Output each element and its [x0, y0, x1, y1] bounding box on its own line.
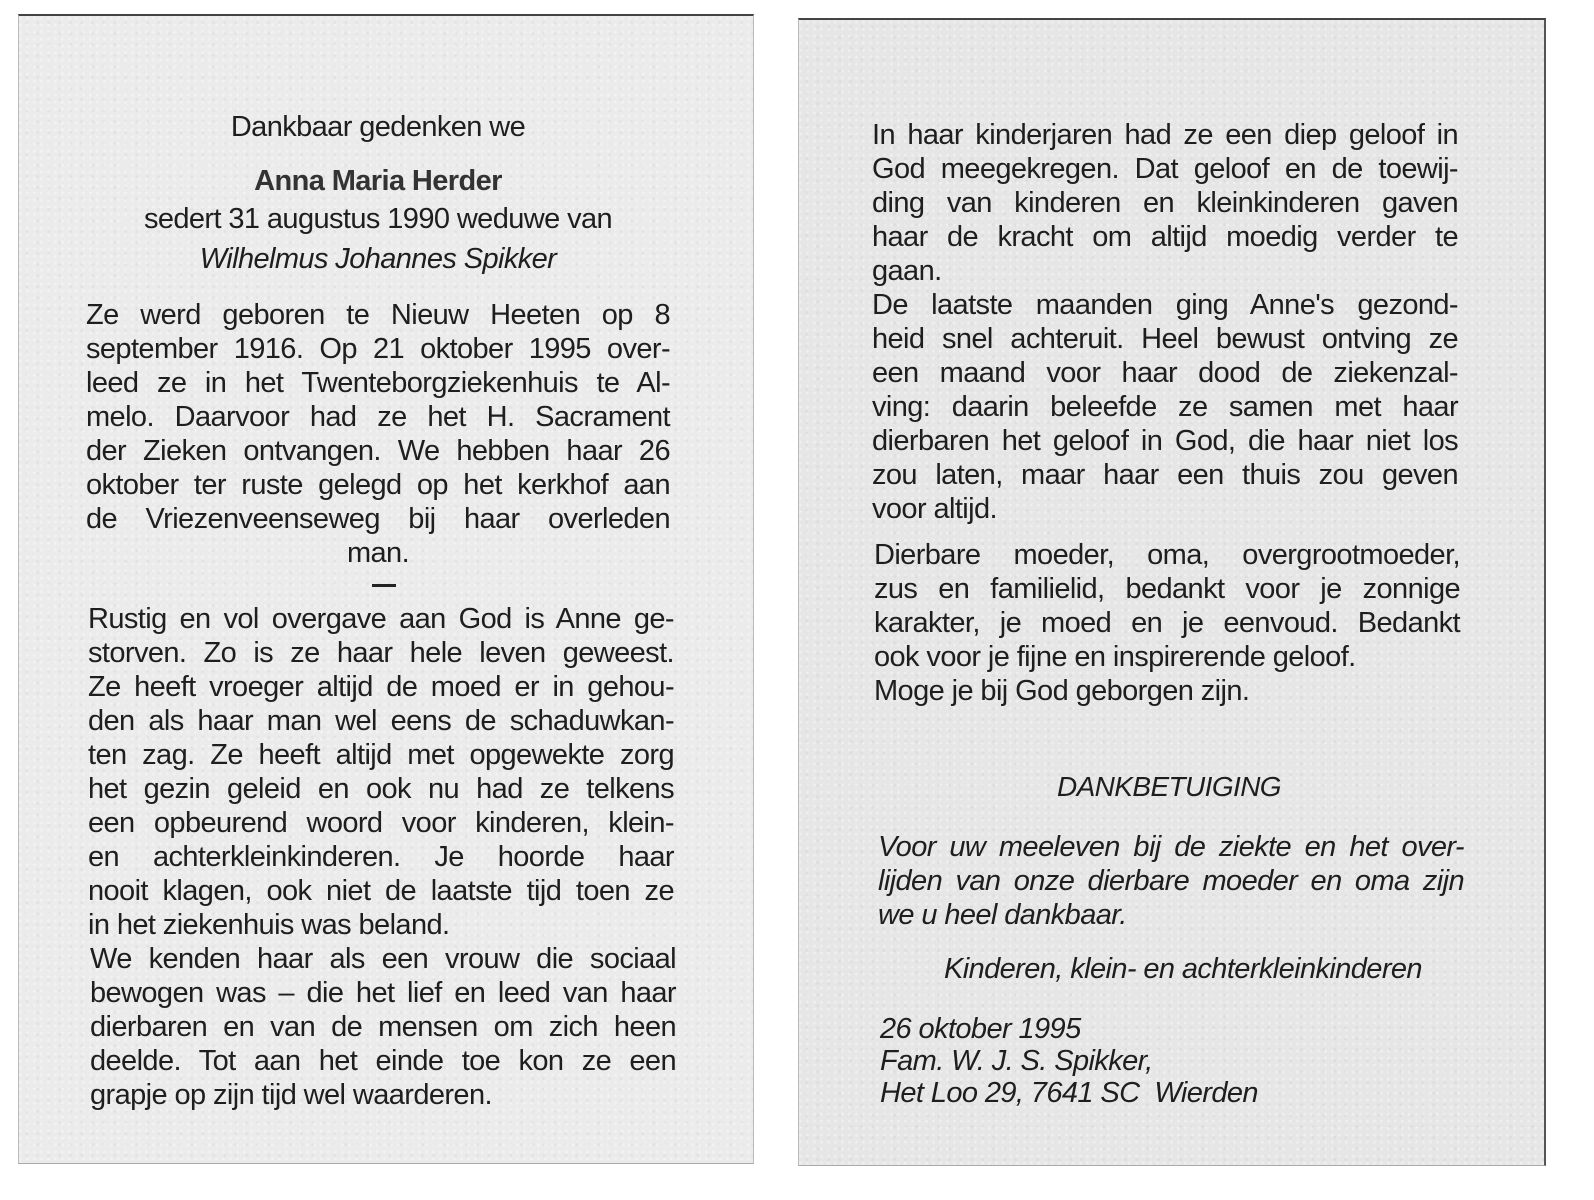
memory-line: deelde. Tot aan het einde toe kon ze een	[90, 1045, 676, 1077]
bio-line: september 1916. Op 21 oktober 1995 over-	[86, 333, 670, 365]
faith-line: zou laten, maar haar een thuis zou geven	[872, 459, 1458, 491]
faith-line: In haar kinderjaren had ze een diep geloof in	[872, 119, 1458, 151]
bio-line: Ze werd geboren te Nieuw Heeten op 8	[86, 299, 670, 331]
faith-line: ding van kinderen en kleinkinderen gaven	[872, 187, 1458, 219]
bio-line: der Zieken ontvangen. We hebben haar 26	[86, 435, 670, 467]
thanks-line: Voor uw meeleven bij de ziekte en het over-	[878, 831, 1464, 863]
heading: Dankbaar gedenken we	[230, 111, 526, 143]
farewell-line: Moge je bij God geborgen zijn.	[874, 675, 1250, 707]
memory-line: den als haar man wel eens de schaduwkan-	[88, 705, 674, 737]
farewell-line: karakter, je moed en je eenvoud. Bedankt	[874, 607, 1460, 639]
faith-line: haar de kracht om altijd moedig verder te	[872, 221, 1458, 253]
thanks-line: lijden van onze dierbare moeder en oma zijn	[878, 865, 1464, 897]
memory-line: Ze heeft vroeger altijd de moed er in gehou-	[88, 671, 674, 703]
date-line: 26 oktober 1995	[880, 1013, 1081, 1045]
memory-line: grapje op zijn tijd wel waarderen.	[90, 1079, 492, 1111]
faith-line: een maand voor haar dood de ziekenzal-	[872, 357, 1458, 389]
bio-line: man.	[346, 537, 410, 569]
memory-line: een opbeurend woord voor kinderen, klein-	[88, 807, 674, 839]
bio-line: de Vriezenveenseweg bij haar overleden	[86, 503, 670, 535]
memory-line: en achterkleinkinderen. Je hoorde haar	[88, 841, 674, 873]
memory-line: Rustig en vol overgave aan God is Anne ge-	[88, 603, 674, 635]
memory-line: dierbaren en van de mensen om zich heen	[90, 1011, 676, 1043]
bio-line: melo. Daarvoor had ze het H. Sacrament	[86, 401, 670, 433]
memory-line: We kenden haar als een vrouw die sociaal	[90, 943, 676, 975]
thanks-line: we u heel dankbaar.	[878, 899, 1127, 931]
memory-line: in het ziekenhuis was beland.	[88, 909, 450, 941]
memory-line: bewogen was – die het lief en leed van haar	[90, 977, 676, 1009]
memory-line: nooit klagen, ook niet de laatste tijd toen ze	[88, 875, 674, 907]
memory-line: ten zag. Ze heeft altijd met opgewekte zorg	[88, 739, 674, 771]
widow-line: sedert 31 augustus 1990 weduwe van	[143, 203, 613, 235]
bio-line: leed ze in het Twenteborgziekenhuis te Al-	[86, 367, 670, 399]
faith-line: dierbaren het geloof in God, die haar niet los	[872, 425, 1458, 457]
faith-line: De laatste maanden ging Anne's gezond-	[872, 289, 1458, 321]
address-line: Het Loo 29, 7641 SC Wierden	[880, 1077, 1258, 1109]
signed-by: Kinderen, klein- en achterkleinkinderen	[944, 953, 1422, 985]
faith-line: heid snel achteruit. Heel bewust ontving ze	[872, 323, 1458, 355]
faith-line: God meegekregen. Dat geloof en de toewij-	[872, 153, 1458, 185]
thanks-heading: DANKBETUIGING	[1056, 771, 1281, 802]
memory-line: het gezin geleid en ook nu had ze telkens	[88, 773, 674, 805]
farewell-line: ook voor je fijne en inspirerende geloof.	[874, 641, 1356, 673]
farewell-line: zus en familielid, bedankt voor je zonnige	[874, 573, 1460, 605]
faith-line: voor altijd.	[872, 493, 997, 525]
bio-line: oktober ter ruste gelegd op het kerkhof aan	[86, 469, 670, 501]
memory-line: storven. Zo is ze haar hele leven geweest.	[88, 637, 674, 669]
husband-name: Wilhelmus Johannes Spikker	[199, 243, 557, 275]
family-name-line: Fam. W. J. S. Spikker,	[880, 1045, 1153, 1077]
farewell-line: Dierbare moeder, oma, overgrootmoeder,	[874, 539, 1460, 571]
separator-dash	[372, 584, 396, 587]
faith-line: ving: daarin beleefde ze samen met haar	[872, 391, 1458, 423]
deceased-name: Anna Maria Herder	[254, 165, 502, 197]
faith-line: gaan.	[872, 255, 942, 287]
